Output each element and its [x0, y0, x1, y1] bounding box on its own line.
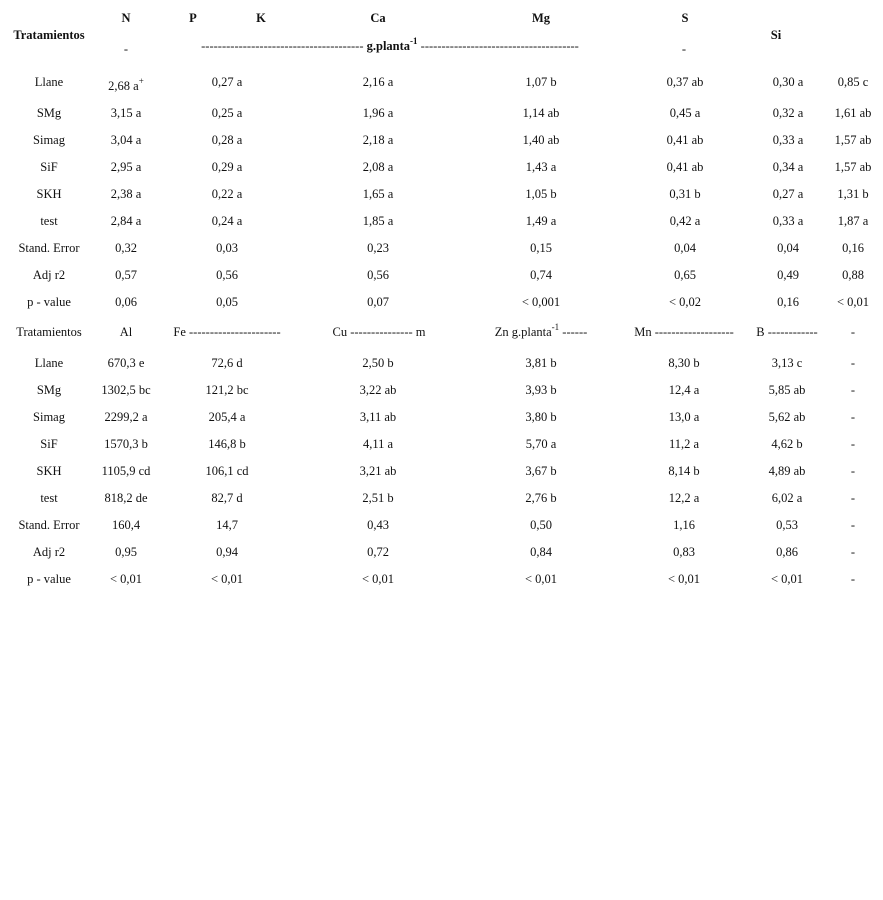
table1-cell-s: 0,04 [777, 241, 799, 255]
table1-cell-n: 2,95 a [110, 160, 142, 174]
zn-dashes: ------ [559, 325, 588, 339]
table1-cell-ca: 1,49 a [525, 214, 557, 228]
table2-cell-mn: 13,0 a [668, 410, 700, 424]
table1-cell-mg: 0,04 [674, 241, 696, 255]
table2-cell-cu: 0,43 [367, 518, 389, 532]
table1-cell-s: 0,32 a [772, 106, 804, 120]
table2-cell-b: 0,86 [776, 545, 798, 559]
table1-cell-ca: 0,15 [530, 241, 552, 255]
table2-cell-extra: - [850, 545, 856, 559]
table2-cell-cu: 3,11 ab [359, 410, 397, 424]
table1-row-label: SiF [40, 160, 58, 174]
table1-cell-s: 0,33 a [772, 133, 804, 147]
table2-row-label: test [40, 491, 58, 505]
table2-cell-extra: - [850, 464, 856, 478]
table1-cell-n [108, 76, 144, 93]
unit-exponent: -1 [410, 36, 418, 46]
table1-cell-mg: 0,65 [674, 268, 696, 282]
table2-cell-b: < 0,01 [770, 572, 804, 586]
table2-cell-fe: 146,8 b [208, 437, 246, 451]
table2-cell-zn: 3,80 b [525, 410, 557, 424]
table1-col-si-header: Si [770, 28, 782, 42]
table1-cell-s: 0,33 a [772, 214, 804, 228]
table1-cell-p: 0,56 [216, 268, 238, 282]
table2-row-label: SKH [36, 464, 62, 478]
table1-cell-p: 0,25 a [211, 106, 243, 120]
table2-cell-mn: 8,30 b [668, 356, 700, 370]
table1-cell-p: 0,05 [216, 295, 238, 309]
table1-cell-ca: 1,43 a [525, 160, 557, 174]
table2-cell-zn: 2,76 b [525, 491, 557, 505]
table1-cell-k: 1,65 a [362, 187, 394, 201]
table1-cell-k: 1,85 a [362, 214, 394, 228]
table2-row-label: Llane [34, 356, 64, 370]
table1-cell-k: 2,08 a [362, 160, 394, 174]
table1-label-header: Tratamientos [13, 28, 85, 42]
table1-cell-mg: 0,41 ab [666, 133, 704, 147]
table1-col-ca-header: Ca [370, 11, 386, 25]
table2-cell-fe: 121,2 bc [205, 383, 249, 397]
table2-cell-cu: 3,21 ab [359, 464, 397, 478]
table2-row-label: Simag [33, 410, 65, 424]
table2-cell-al: 1105,9 cd [101, 464, 151, 478]
table2-cell-cu: 4,11 a [362, 437, 394, 451]
table1-cell-mg: 0,45 a [669, 106, 701, 120]
table2-col-last-header: - [850, 325, 856, 339]
table2-cell-extra: - [850, 437, 856, 451]
table1-cell-k: 0,07 [367, 295, 389, 309]
table1-unit-line [201, 36, 579, 53]
table1-cell-p: 0,27 a [211, 75, 243, 89]
table1-cell-s: 0,30 a [772, 75, 804, 89]
table1-row-label: Llane [34, 75, 64, 89]
table1-cell-s: 0,16 [777, 295, 799, 309]
table1-row-label: test [40, 214, 58, 228]
table1-row-label: p - value [27, 295, 71, 309]
table1-cell-mg: 0,37 ab [666, 75, 704, 89]
unit-dashes-left: --------------------------------------- [201, 39, 364, 53]
table2-cell-al: < 0,01 [109, 572, 143, 586]
zn-exponent: -1 [551, 322, 560, 332]
table2-cell-cu: 0,72 [367, 545, 389, 559]
table1-cell-s: 0,27 a [772, 187, 804, 201]
table1-cell-n: 3,04 a [110, 133, 142, 147]
table2-cell-cu: 2,50 b [362, 356, 394, 370]
table2-col-fe-header: Fe ---------------------- [173, 325, 281, 339]
table2-cell-extra: - [850, 518, 856, 532]
table1-row-label: SKH [36, 187, 62, 201]
table2-row-label: SMg [36, 383, 62, 397]
table1-cell-mg: 0,42 a [669, 214, 701, 228]
table1-row-label: Adj r2 [32, 268, 66, 282]
table2-cell-extra: - [850, 356, 856, 370]
table2-col-zn-header [494, 322, 588, 339]
table1-cell-si: 1,57 ab [834, 160, 872, 174]
table2-col-mn-header: Mn ------------------- [634, 325, 734, 339]
table2-cell-zn: 3,67 b [525, 464, 557, 478]
table1-cell-p: 0,03 [216, 241, 238, 255]
table1-cell-si: 1,57 ab [834, 133, 872, 147]
table2-cell-fe: 0,94 [216, 545, 238, 559]
table1-cell-si: 1,31 b [837, 187, 869, 201]
unit-label: g.planta [366, 39, 411, 53]
table2-col-cu-header: Cu --------------- m [332, 325, 426, 339]
table1-cell-si: 0,88 [842, 268, 864, 282]
table2-cell-extra: - [850, 572, 856, 586]
table1-cell-k: 2,16 a [362, 75, 394, 89]
table1-sub-s: - [681, 42, 687, 56]
table2-cell-zn: < 0,01 [524, 572, 558, 586]
table2-row-label: p - value [27, 572, 71, 586]
table1-cell-ca: 1,40 ab [522, 133, 560, 147]
table2-row-label: Stand. Error [18, 518, 80, 532]
table1-cell-ca: 0,74 [530, 268, 552, 282]
table1-cell-k: 0,23 [367, 241, 389, 255]
table1-cell-n: 2,84 a [110, 214, 142, 228]
table1-cell-si: < 0,01 [836, 295, 870, 309]
table2-label-header: Tratamientos [16, 325, 82, 339]
table1-cell-mg: 0,41 ab [666, 160, 704, 174]
table2-cell-al: 670,3 e [107, 356, 145, 370]
table1-cell-n: 0,32 [115, 241, 137, 255]
table2-cell-zn: 5,70 a [525, 437, 557, 451]
table2-row-label: SiF [40, 437, 58, 451]
table2-cell-mn: < 0,01 [667, 572, 701, 586]
table2-cell-mn: 12,4 a [668, 383, 700, 397]
table1-sub-n: - [123, 42, 129, 56]
table2-cell-zn: 0,84 [530, 545, 552, 559]
table2-cell-zn: 3,93 b [525, 383, 557, 397]
table2-cell-mn: 11,2 a [668, 437, 700, 451]
table2-col-b-header: B ------------ [756, 325, 818, 339]
table2-cell-al: 2299,2 a [104, 410, 148, 424]
table1-col-p-header: P [189, 11, 197, 25]
table2-cell-fe: 106,1 cd [205, 464, 249, 478]
unit-dashes-right: -------------------------------------- [420, 39, 579, 53]
table1-row-label: SMg [36, 106, 62, 120]
table1-cell-p: 0,29 a [211, 160, 243, 174]
table1-cell-p: 0,22 a [211, 187, 243, 201]
table2-cell-cu: < 0,01 [361, 572, 395, 586]
table2-cell-mn: 12,2 a [668, 491, 700, 505]
table2-cell-extra: - [850, 491, 856, 505]
table1-cell-k: 0,56 [367, 268, 389, 282]
table1-col-k-header: K [256, 11, 266, 25]
table2-cell-al: 1570,3 b [104, 437, 148, 451]
table2-cell-al: 160,4 [111, 518, 141, 532]
table2-cell-b: 5,62 ab [768, 410, 806, 424]
table2-cell-b: 0,53 [776, 518, 798, 532]
table1-cell-n: 3,15 a [110, 106, 142, 120]
table2-cell-cu: 3,22 ab [359, 383, 397, 397]
table1-cell-ca: 1,05 b [525, 187, 557, 201]
table1-row-label: Stand. Error [18, 241, 80, 255]
table2-cell-fe: 14,7 [216, 518, 238, 532]
table1-cell-mg: < 0,02 [668, 295, 702, 309]
table1-cell-si: 1,87 a [837, 214, 869, 228]
table2-cell-al: 1302,5 bc [101, 383, 151, 397]
table1-cell-s: 0,49 [777, 268, 799, 282]
table1-cell-p: 0,28 a [211, 133, 243, 147]
table1-cell-n: 0,06 [115, 295, 137, 309]
table2-cell-fe: < 0,01 [210, 572, 244, 586]
table1-cell-k: 2,18 a [362, 133, 394, 147]
table2-col-al-header: Al [119, 325, 133, 339]
table1-cell-ca: 1,07 b [525, 75, 557, 89]
table2-cell-zn: 0,50 [530, 518, 552, 532]
table1-cell-si: 0,85 c [837, 75, 869, 89]
table1-cell-ca: < 0,001 [521, 295, 561, 309]
table2-cell-mn: 1,16 [673, 518, 695, 532]
table2-cell-extra: - [850, 383, 856, 397]
table1-cell-n: 0,57 [115, 268, 137, 282]
table2-cell-mn: 8,14 b [668, 464, 700, 478]
table2-cell-zn: 3,81 b [525, 356, 557, 370]
table2-cell-b: 3,13 c [771, 356, 803, 370]
table1-col-s-header: S [681, 11, 689, 25]
table1-cell-si: 0,16 [842, 241, 864, 255]
table1-cell-n: 2,38 a [110, 187, 142, 201]
cell-superscript: + [138, 76, 144, 86]
table2-cell-al: 818,2 de [104, 491, 148, 505]
table1-cell-s: 0,34 a [772, 160, 804, 174]
table2-cell-fe: 82,7 d [211, 491, 243, 505]
table1-cell-k: 1,96 a [362, 106, 394, 120]
table1-row-label: Simag [33, 133, 65, 147]
zn-label: Zn g.planta [494, 325, 552, 339]
table2-cell-mn: 0,83 [673, 545, 695, 559]
cell-value: 2,68 a [108, 79, 139, 93]
table2-cell-b: 4,62 b [771, 437, 803, 451]
table2-cell-extra: - [850, 410, 856, 424]
table1-cell-si: 1,61 ab [834, 106, 872, 120]
table1-col-n-header: N [121, 11, 131, 25]
table2-cell-al: 0,95 [115, 545, 137, 559]
table2-cell-b: 5,85 ab [768, 383, 806, 397]
table2-cell-fe: 205,4 a [208, 410, 246, 424]
table1-col-mg-header: Mg [531, 11, 551, 25]
table2-cell-fe: 72,6 d [211, 356, 243, 370]
table2-cell-b: 6,02 a [771, 491, 803, 505]
table1-cell-p: 0,24 a [211, 214, 243, 228]
table2-cell-b: 4,89 ab [768, 464, 806, 478]
table1-cell-mg: 0,31 b [669, 187, 701, 201]
table2-row-label: Adj r2 [32, 545, 66, 559]
table2-cell-cu: 2,51 b [362, 491, 394, 505]
table1-cell-ca: 1,14 ab [522, 106, 560, 120]
